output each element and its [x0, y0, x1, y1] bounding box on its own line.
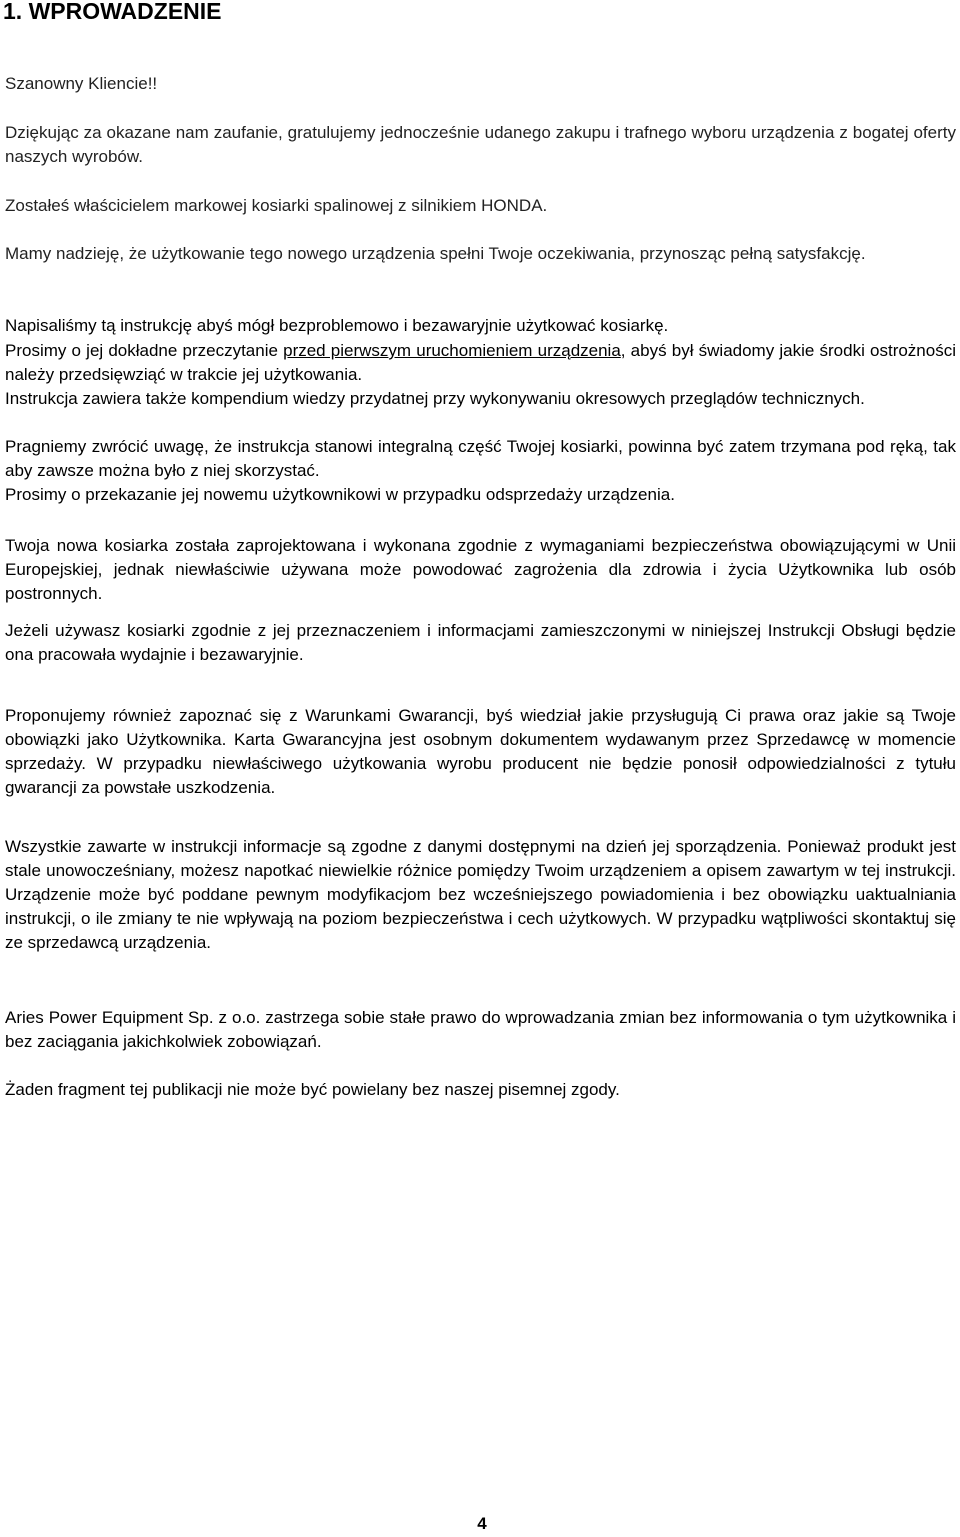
paragraph-copyright: Żaden fragment tej publikacji nie może być powielany bez naszej pisemnej zgody. — [5, 1080, 620, 1099]
paragraph-read-carefully — [5, 339, 956, 387]
paragraph-compendium: Instrukcja zawiera także kompendium wiedzy przydatnej przy wykonywaniu okresowych przeglądów technicznych. — [5, 389, 865, 408]
paragraph-hope: Mamy nadzieję, że użytkowanie tego nowego urządzenia spełni Twoje oczekiwania, przynosząc pełną satysfakcję. — [5, 244, 866, 263]
paragraph-info: Wszystkie zawarte w instrukcji informacje są zgodne z danymi dostępnymi na dzień jej sporządzenia. Ponieważ produkt jest stale unowocześniany, możesz napotkać niewielkie różnice pomiędzy Twoim urządzeniem a opisem zawartym w tej instrukcji. Urządzenie może być poddane pewnym modyfikacjom bez wcześniejszego powiadomienia i bez obowiązku uaktualniania instrukcji, o ile zmiany te nie wpływają na poziom bezpieczeństwa i cech użytkowych. W przypadku wątpliwości skontaktuj się ze sprzedawcą urządzenia. — [5, 837, 956, 952]
paragraph-warranty: Proponujemy również zapoznać się z Warunkami Gwarancji, byś wiedział jakie przysługują Ci prawa oraz jakie są Twoje obowiązki jako Użytkownika. Karta Gwarancyjna jest osobnym dokumentem wydawanym przez Sprzedawcę w momencie sprzedaży. W przypadku niewłaściwego użytkowania wyrobu producent nie będzie ponosił odpowiedzialności z tytułu gwarancji za powstałe uszkodzenia. — [5, 706, 956, 797]
read-text-before: Prosimy o jej dokładne przeczytanie — [5, 341, 284, 360]
paragraph-handover: Prosimy o przekazanie jej nowemu użytkownikowi w przypadku odsprzedaży urządzenia. — [5, 485, 675, 504]
page-number: 4 — [477, 1514, 487, 1533]
section-heading: 1. WPROWADZENIE — [3, 0, 222, 24]
paragraph-use: Jeżeli używasz kosiarki zgodnie z jej przeznaczeniem i informacjami zamieszczonymi w niniejszej Instrukcji Obsługi będzie ona pracowała wydajnie i bezawaryjnie. — [5, 621, 956, 664]
underlined-phrase: przed pierwszym uruchomieniem urządzenia — [283, 341, 621, 360]
paragraph-aries: Aries Power Equipment Sp. z o.o. zastrzega sobie stałe prawo do wprowadzania zmian bez informowania o tym użytkownika i bez zaciągania jakichkolwiek zobowiązań. — [5, 1008, 956, 1051]
paragraph-designed: Twoja nowa kosiarka została zaprojektowana i wykonana zgodnie z wymaganiami bezpieczeństwa obowiązującymi w Unii Europejskiej, jednak niewłaściwie używana może powodować zagrożenia dla zdrowia i życia Użytkownika lub osób postronnych. — [5, 536, 956, 603]
paragraph-integral: Pragniemy zwrócić uwagę, że instrukcja stanowi integralną część Twojej kosiarki, powinna być zatem trzymana pod ręką, tak aby zawsze można było z niej skorzystać. — [5, 437, 956, 480]
read-text-after: , abyś był świadomy jakie środki ostrożności należy przedsięwziąć w trakcie jej użytkowania. — [5, 341, 956, 384]
greeting: Szanowny Kliencie!! — [5, 74, 158, 93]
paragraph-written: Napisaliśmy tą instrukcję abyś mógł bezproblemowo i bezawaryjnie użytkować kosiarkę. — [5, 316, 669, 335]
paragraph-owner: Zostałeś właścicielem markowej kosiarki spalinowej z silnikiem HONDA. — [5, 196, 548, 215]
paragraph-thanks: Dziękując za okazane nam zaufanie, gratulujemy jednocześnie udanego zakupu i trafnego wyboru urządzenia z bogatej oferty naszych wyrobów. — [5, 123, 956, 166]
